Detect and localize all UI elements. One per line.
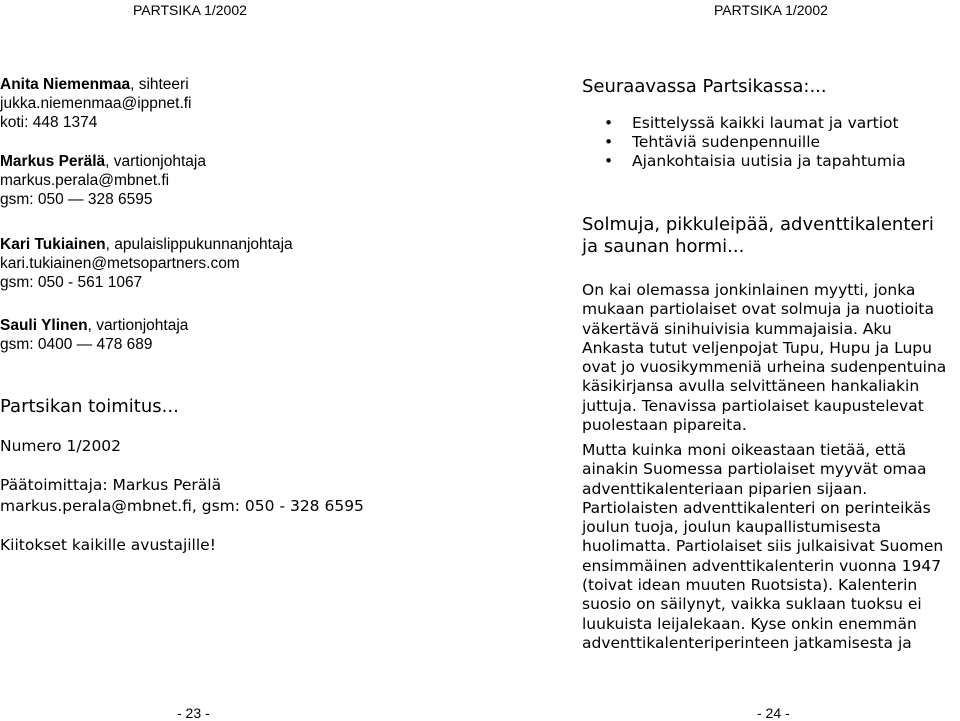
article-paragraph-1: On kai olemassa jonkinlainen myytti, jonka mukaan partiolaiset ovat solmuja ja nuotioita väkertävä sinihuivisia kummajaisia. Aku Ankasta tutut veljenpojat Tupu, Hupu ja Lupu ovat jo vuosikymmeniä urheina sudenpentuina käsikirjansa avulla selvittäneen hankaliakin juttuja. Tenavissa partiolaiset kaupustelevat puolestaan pipareita. bbox=[582, 281, 947, 435]
contact-phone: gsm: 050 — 328 6595 bbox=[0, 191, 153, 208]
contact-email: markus.perala@mbnet.fi bbox=[0, 172, 170, 189]
issue-number: Numero 1/2002 bbox=[0, 437, 122, 455]
contact-phone: gsm: 050 - 561 1067 bbox=[0, 274, 143, 291]
toimitus-heading: Partsikan toimitus... bbox=[0, 396, 179, 417]
contact-block-perala bbox=[0, 152, 206, 209]
article-paragraph-2: Mutta kuinka moni oikeastaan tietää, että ainakin Suomessa partiolaiset myyvät omaa adventtikalenteriaan piparien sijaan. Partiolaisten adventtikalenteri on perinteikäs joulun tuoja, joulun kaupallistumisesta huolimatta. Partiolaiset siis julkaisivat Suomen ensimmäinen adventtikalenterin vuonna 1947 (toivat idean muuten Ruotsista). Kalenterin suosio on säilynyt, vaikka suklaan tuoksu ei luukuista leijalekaan. Kyse onkin enemmän adventtikalenteriperinteen jatkamisesta ja bbox=[582, 441, 944, 652]
page-header-left: PARTSIKA 1/2002 bbox=[133, 2, 247, 18]
page-header-right: PARTSIKA 1/2002 bbox=[714, 2, 828, 18]
contact-name-line bbox=[0, 316, 188, 335]
page-number-right: - 24 - bbox=[757, 705, 790, 721]
editor-contact: markus.perala@mbnet.fi, gsm: 050 - 328 6595 bbox=[0, 497, 364, 515]
contact-role: , sihteeri bbox=[130, 76, 189, 93]
contact-phone: gsm: 0400 — 478 689 bbox=[0, 336, 153, 353]
contact-block-ylinen bbox=[0, 316, 188, 354]
editor-in-chief: Päätoimittaja: Markus Perälä bbox=[0, 476, 222, 494]
contact-email: jukka.niemenmaa@ippnet.fi bbox=[0, 95, 192, 112]
contact-block-niemenmaa bbox=[0, 75, 192, 132]
contact-role: , vartionjohtaja bbox=[105, 153, 206, 170]
contact-name: Markus Perälä bbox=[0, 153, 106, 170]
article-title: Solmuja, pikkuleipää, adventtikalenteri ja saunan hormi... bbox=[582, 214, 934, 257]
contact-block-tukiainen bbox=[0, 235, 293, 292]
contact-name: Sauli Ylinen bbox=[0, 317, 88, 334]
list-item: • Ajankohtaisia uutisia ja tapahtumia bbox=[582, 152, 906, 171]
next-issue-list bbox=[582, 114, 906, 171]
contact-role: , apulaislippukunnanjohtaja bbox=[105, 236, 293, 253]
list-item: • Esittelyssä kaikki laumat ja vartiot bbox=[582, 114, 906, 133]
contact-role: , vartionjohtaja bbox=[87, 317, 189, 334]
next-issue-heading: Seuraavassa Partsikassa:... bbox=[582, 76, 827, 97]
contact-name: Kari Tukiainen bbox=[0, 236, 106, 253]
contact-name-line bbox=[0, 75, 192, 94]
contact-name: Anita Niemenmaa bbox=[0, 76, 131, 93]
contact-email: kari.tukiainen@metsopartners.com bbox=[0, 255, 240, 272]
contact-phone: koti: 448 1374 bbox=[0, 114, 98, 131]
contact-name-line bbox=[0, 235, 293, 254]
page-number-left: - 23 - bbox=[177, 705, 210, 721]
list-item: • Tehtäviä sudenpennuille bbox=[582, 133, 906, 152]
contact-name-line bbox=[0, 152, 206, 171]
thanks-note: Kiitokset kaikille avustajille! bbox=[0, 536, 216, 554]
